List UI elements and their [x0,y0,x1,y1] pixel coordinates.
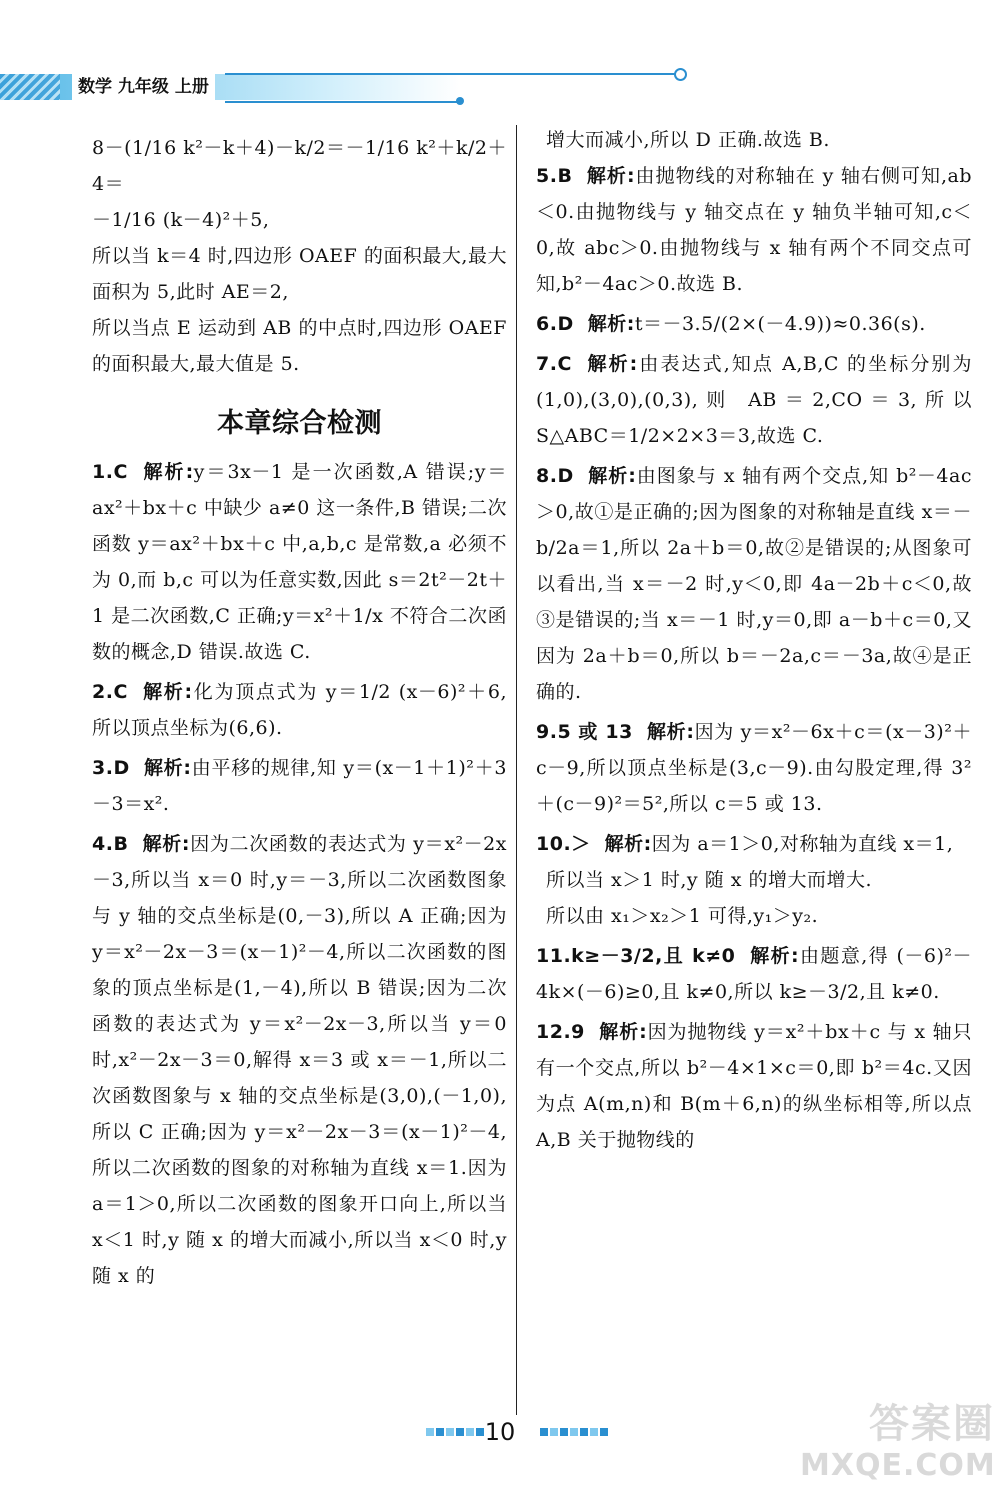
answer-text: t＝－3.5/(2×(－4.9))≈0.36(s). [634,313,926,335]
answer-text: 由平移的规律,知 y＝(x－1＋1)²＋3－3＝x². [92,757,507,815]
answer-number: 5.B [536,165,573,187]
solution-line: 8－(1/16 k²－k＋4)－k/2＝－1/16 k²＋k/2＋4＝ [92,137,507,195]
answer-text: 化为顶点式为 y＝1/2 (x－6)²＋6,所以顶点坐标为(6,6). [92,681,508,739]
answer-number: 3.D [92,757,130,779]
analysis-label: 解析: [141,461,194,483]
watermark-url: MXQE.COM [800,1448,996,1483]
analysis-label: 解析: [143,757,192,779]
answer-item [536,346,972,454]
answer-text: 因为二次函数的表达式为 y＝x²－2x－3,所以当 x＝0 时,y＝－3,所以二次函数图象与 y 轴的交点坐标是(0,－3),所以 A 正确;因为 y＝x²－2x－3＝(x－1)²－4,所以二次函数的图象的顶点坐标是(1,－4),所以 B 错误;因为二次函数的表达式为 y＝x²－2x－3,所以当 y＝0 时,x²－2x－3＝0,解得 x＝3 或 x＝－1,所以二次函数图象与 x 轴的交点坐标是(3,0),(－1,0),所以 C 正确;因为 y＝x²－2x－3＝(x－1)²－4,所以二次函数的图象的对称轴为直线 x＝1.因为 a＝1＞0,所以二次函数的图象开口向上,所以当 x＜1 时,y 随 x 的增大而减小,所以当 x＜0 时,y 随 x 的 [92,833,507,1287]
page-number: 10 [484,1418,516,1446]
header-dot-icon [456,97,464,105]
answer-number: 7.C [536,353,572,375]
answer-number: 2.C [92,681,128,703]
answer-number: 10.＞ [536,833,591,855]
analysis-label: 解析: [598,1021,648,1043]
answer-text: 因为抛物线 y＝x²＋bx＋c 与 x 轴只有一个交点,所以 b²－4×1×c＝0,即 b²＝4c.又因为点 A(m,n)和 B(m＋6,n)的纵坐标相等,所以点 A,B 关于抛物线的 [536,1021,972,1151]
watermark-logo [800,1400,995,1492]
column-divider [516,125,517,1415]
answer-item [536,158,972,302]
answer-item [536,458,972,710]
analysis-label: 解析: [646,721,695,743]
analysis-label: 解析: [587,465,637,487]
answer-item [536,306,972,342]
left-column [92,130,507,1298]
answer-number: 1.C [92,461,128,483]
answer-number: 9.5 或 13 [536,721,633,743]
analysis-label: 解析: [586,165,636,187]
header-rule-bottom [225,101,460,103]
answer-text: 由图象与 x 轴有两个交点,知 b²－4ac＞0,故①是正确的;因为图象的对称轴是直线 x＝－b/2a＝1,所以 2a＋b＝0,故②是错误的;从图象可以看出,当 x＝－2 时,y＜0,即 4a－2b＋c＜0,故③是错误的;当 x＝－1 时,y＝0,即 a－b＋c＝0,又因为 2a＋b＝0,所以 b＝－2a,c＝－3a,故④是正确的. [536,465,972,703]
header-band [0,74,460,100]
solution-line: －1/16 (k－4)²＋5, [92,209,270,231]
footer-decoration-left [426,1428,484,1436]
analysis-label: 解析: [585,353,638,375]
answer-continuation: 所以由 x₁＞x₂＞1 可得,y₁＞y₂. [546,905,819,927]
answer-continuation: 所以当 x＞1 时,y 随 x 的增大而增大. [546,869,873,891]
answer-item [92,750,507,822]
analysis-label: 解析: [587,313,635,335]
analysis-label: 解析: [141,681,193,703]
answer-item [536,1014,972,1158]
answer-number: 12.9 [536,1021,585,1043]
header-rule-top [225,73,675,75]
answer-item [536,938,972,1010]
footer-decoration-right [540,1428,610,1436]
analysis-label: 解析: [749,945,800,967]
answer-number: 8.D [536,465,574,487]
analysis-label: 解析: [604,833,652,855]
answer-text: 因为 a＝1＞0,对称轴为直线 x＝1, [651,833,954,855]
answer-item [92,454,507,670]
answer-text: 由表达式,知点 A,B,C 的坐标分别为(1,0),(3,0),(0,3),则 AB＝2,CO＝3,所以 S△ABC＝1/2×2×3＝3,故选 C. [536,353,973,447]
right-column [536,122,972,1162]
header-stripes [0,74,60,100]
answer-number: 4.B [92,833,129,855]
answer-number: 11.k≥－3/2,且 k≠0 [536,945,736,967]
answer-text: 由题意,得 (－6)²－4k×(－6)≥0,且 k≠0,所以 k≥－3/2,且 k≠0. [536,945,972,1003]
page-header [0,62,1000,112]
header-title: 数学 九年级 上册 [72,74,215,100]
answer-item [536,826,972,862]
answer-item [92,826,507,1294]
solution-line: 所以当 k＝4 时,四边形 OAEF 的面积最大,最大面积为 5,此时 AE＝2, [92,245,507,303]
solution-line: 所以当点 E 运动到 AB 的中点时,四边形 OAEF 的面积最大,最大值是 5. [92,317,507,375]
answer-text: 由抛物线的对称轴在 y 轴右侧可知,ab＜0.由抛物线与 y 轴交点在 y 轴负半轴可知,c＜0,故 abc＞0.由抛物线与 x 轴有两个不同交点可知,b²－4ac＞0.故选 B. [536,165,972,295]
continuation-text: 增大而减小,所以 D 正确.故选 B. [546,129,830,151]
analysis-label: 解析: [142,833,191,855]
answer-item [536,714,972,822]
answer-item [92,674,507,746]
answer-number: 6.D [536,313,574,335]
section-title: 本章综合检测 [217,408,382,439]
answer-text: y＝3x－1 是一次函数,A 错误;y＝ax²＋bx＋c 中缺少 a≠0 这一条件,B 错误;二次函数 y＝ax²＋bx＋c 中,a,b,c 是常数,a 必须不为 0,而 b,c 可以为任意实数,因此 s＝2t²－2t＋1 是二次函数,C 正确;y＝x²＋1/x 不符合二次函数的概念,D 错误.故选 C. [92,461,507,663]
watermark-main: 答案圈 [869,1401,995,1447]
header-circle-icon [674,68,687,81]
answer-text: 因为 y＝x²－6x＋c＝(x－3)²＋c－9,所以顶点坐标是(3,c－9).由勾股定理,得 3²＋(c－9)²＝5²,所以 c＝5 或 13. [536,721,972,815]
